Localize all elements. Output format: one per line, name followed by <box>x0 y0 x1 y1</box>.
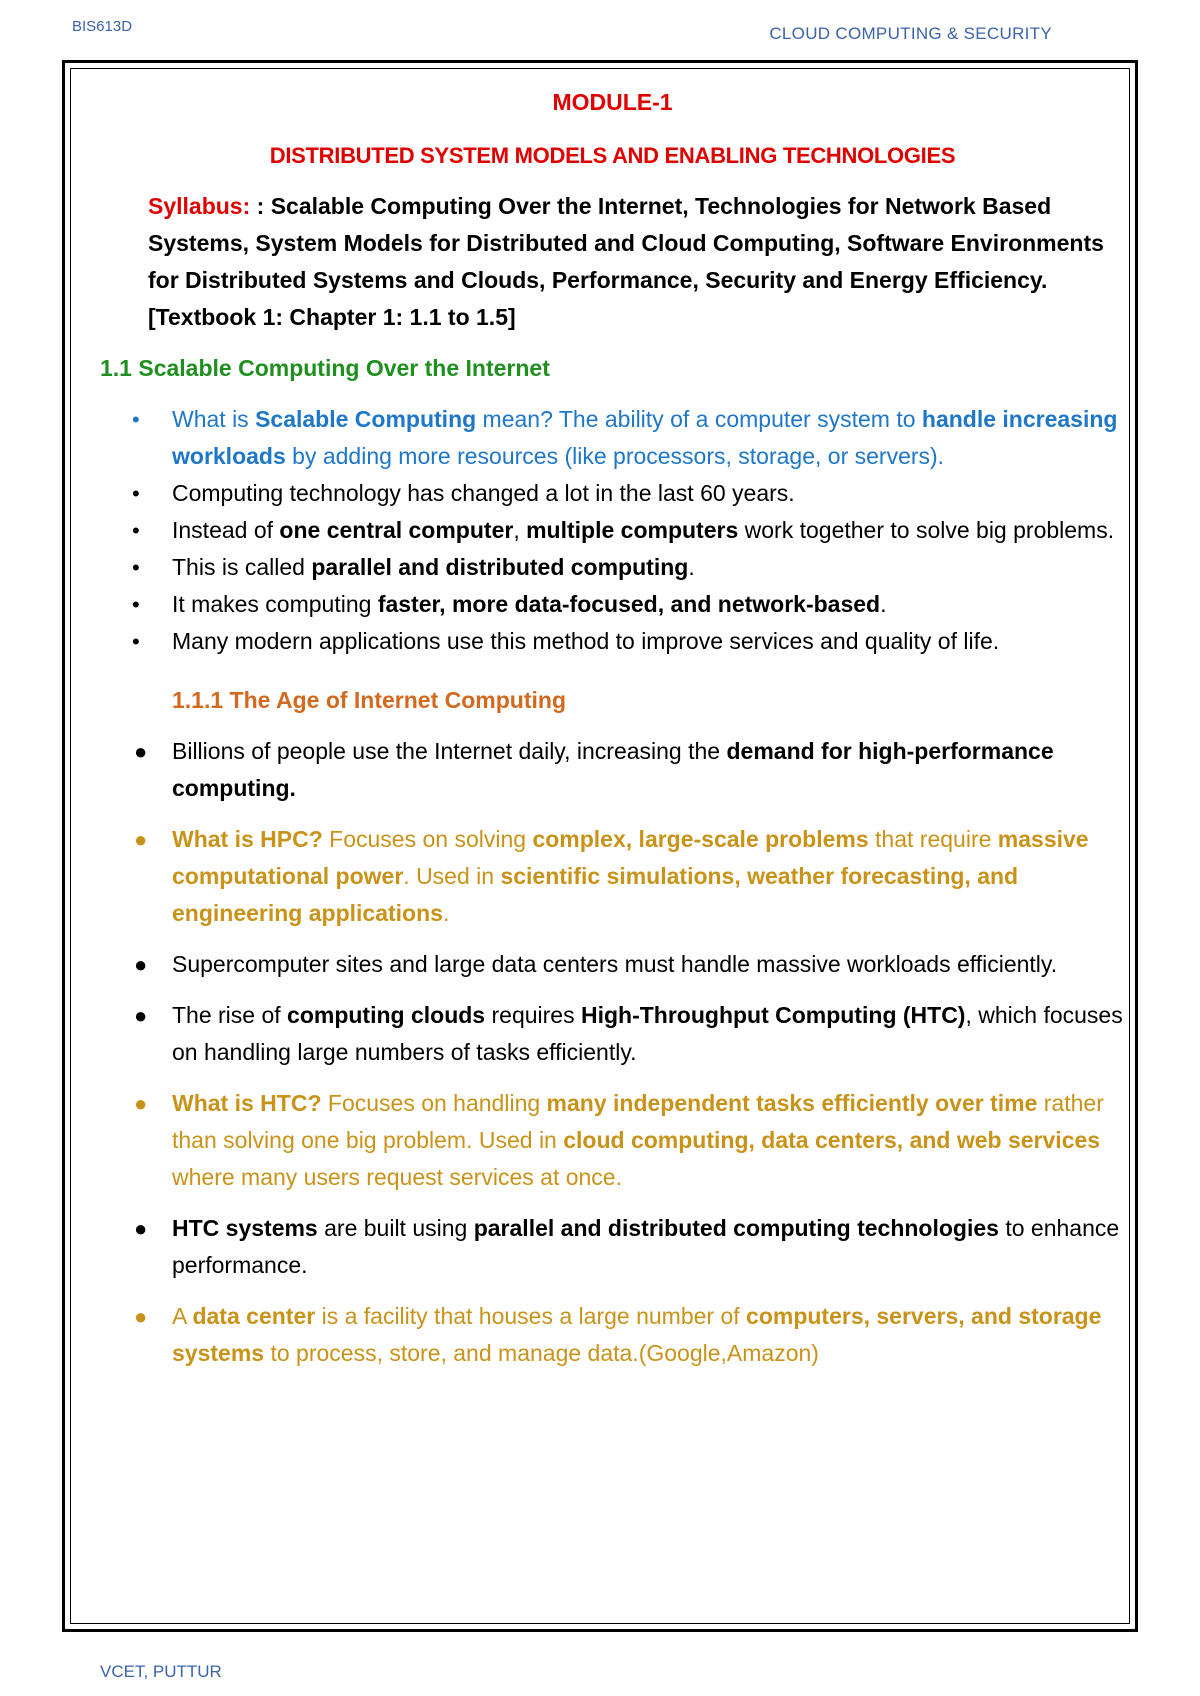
list-item <box>100 401 1125 475</box>
text: Many modern applications use this method to improve services and quality of life. <box>172 628 1000 654</box>
syllabus-label: Syllabus: <box>148 193 251 219</box>
bullet-icon: ● <box>134 827 148 852</box>
text: is a facility that houses a large number of <box>315 1303 747 1329</box>
list-item <box>100 549 1125 586</box>
module-title: MODULE-1 <box>552 89 673 115</box>
text: Focuses on solving <box>322 826 533 852</box>
text: by adding more resources (like processors, storage, or servers). <box>285 443 945 469</box>
bullet-icon: ● <box>134 1216 148 1241</box>
bold-text: faster, more data-focused, and network-based <box>377 591 881 617</box>
header-course-title: CLOUD COMPUTING & SECURITY <box>769 24 1052 43</box>
text: work together to solve big problems. <box>738 517 1115 543</box>
bold-text: parallel and distributed computing <box>311 554 689 580</box>
list-item <box>100 623 1125 660</box>
bullet-icon: • <box>132 481 140 506</box>
section-heading-1-1-1: 1.1.1 The Age of Internet Computing <box>172 687 566 713</box>
bold-text: What is HPC? <box>172 826 323 852</box>
bullet-icon: ● <box>134 1091 148 1116</box>
list-item <box>100 1085 1125 1196</box>
bold-text: many independent tasks efficiently over time <box>546 1090 1038 1116</box>
bold-text: computers, servers, and storage systems <box>172 1303 1102 1366</box>
text: Supercomputer sites and large data centers must handle massive workloads efficiently. <box>172 951 1058 977</box>
text: The rise of <box>172 1002 288 1028</box>
syllabus-text: : Scalable Computing Over the Internet, Technologies for Network Based Systems, System Models for Distributed and Cloud Computing, Software Environments for Distributed Systems and Clouds, Performance, Security and Energy Efficiency. [Textbook 1: Chapter 1: 1.1 to 1.5] <box>148 193 1104 330</box>
bold-text: massive computational power <box>172 826 1089 889</box>
bold-text: What is HTC? <box>172 1090 322 1116</box>
list-item <box>100 997 1125 1071</box>
list-item <box>100 512 1125 549</box>
text: What is <box>172 406 256 432</box>
bold-text: cloud computing, data centers, and web services <box>563 1127 1101 1153</box>
text: where many users request services at once. <box>172 1164 622 1190</box>
text: This is called <box>172 554 312 580</box>
list-item <box>100 733 1125 807</box>
syllabus-block <box>148 188 1125 336</box>
bullet-list-scalable-computing <box>100 401 1125 660</box>
text: mean? The ability of a computer system to <box>476 406 922 432</box>
bullet-icon: ● <box>134 1003 148 1028</box>
header-course-code: BIS613D <box>72 18 133 35</box>
bold-text: parallel and distributed computing technologies <box>473 1215 999 1241</box>
module-subtitle: DISTRIBUTED SYSTEM MODELS AND ENABLING TECHNOLOGIES <box>269 143 956 168</box>
text: requires <box>485 1002 581 1028</box>
section-heading-1-1: 1.1 Scalable Computing Over the Internet <box>100 355 550 381</box>
list-item <box>100 1210 1125 1284</box>
bold-text: High-Throughput Computing (HTC) <box>580 1002 966 1028</box>
bold-text: complex, large-scale problems <box>532 826 869 852</box>
bold-text: HTC systems <box>172 1215 318 1241</box>
bullet-icon: ● <box>134 739 148 764</box>
text: . <box>688 554 695 580</box>
list-item <box>100 475 1125 512</box>
bold-text: scientific simulations, weather forecasting, and engineering applications <box>172 863 1019 926</box>
text: . Used in <box>403 863 501 889</box>
text: that require <box>868 826 998 852</box>
text: A <box>172 1303 193 1329</box>
text: It makes computing <box>172 591 378 617</box>
bullet-icon: • <box>132 592 140 617</box>
text: Instead of <box>172 517 280 543</box>
text: . <box>442 900 450 926</box>
bold-text: computing clouds <box>287 1002 486 1028</box>
bullet-icon: • <box>132 629 140 654</box>
text: , which focuses on handling large numbers of tasks efficiently. <box>172 1002 1123 1065</box>
bold-text: demand for high-performance computing. <box>172 738 1054 801</box>
bullet-icon: ● <box>134 952 148 977</box>
bullet-icon: • <box>132 407 140 432</box>
text: , <box>513 517 527 543</box>
bold-text: one central computer <box>279 517 514 543</box>
list-item <box>100 946 1125 983</box>
text: rather than solving one big problem. Used in <box>172 1090 1104 1153</box>
page-content <box>100 84 1125 1386</box>
bullet-icon: • <box>132 555 140 580</box>
text: Billions of people use the Internet daily, increasing the <box>172 738 727 764</box>
text: to process, store, and manage data.(Google,Amazon) <box>264 1340 819 1366</box>
text: are built using <box>317 1215 474 1241</box>
text: Computing technology has changed a lot in the last 60 years. <box>172 480 795 506</box>
bullet-list-internet-computing <box>100 733 1125 1372</box>
bold-text: multiple computers <box>526 517 739 543</box>
bullet-icon: • <box>132 518 140 543</box>
text: Focuses on handling <box>321 1090 547 1116</box>
footer-institution: VCET, PUTTUR <box>100 1662 222 1681</box>
bullet-icon: ● <box>134 1304 148 1329</box>
list-item <box>100 821 1125 932</box>
bold-text: data center <box>192 1303 316 1329</box>
list-item <box>100 586 1125 623</box>
text: to enhance performance. <box>172 1215 1120 1278</box>
text: . <box>880 591 887 617</box>
bold-text: handle increasing workloads <box>172 406 1118 469</box>
list-item <box>100 1298 1125 1372</box>
bold-text: Scalable Computing <box>255 406 477 432</box>
